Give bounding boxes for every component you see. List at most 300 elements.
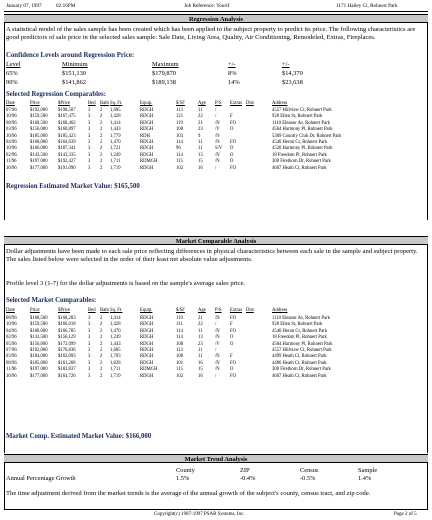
comparables-cell: $156,129 (58, 335, 76, 341)
comparables-col-header: Bed (88, 308, 96, 313)
comparables-col-header: Sq. Ft. (110, 101, 123, 106)
comparables-cell: 3 (88, 367, 91, 373)
comparables-cell: 04/96 (6, 328, 17, 334)
comparables-cell: 1,470 (110, 140, 121, 145)
comparables-cell: 9 (198, 133, 201, 139)
market-section-title: Market Comparable Analysis (4, 236, 428, 245)
comparables-cell: 1,414 (110, 120, 121, 126)
comparables-cell: 1,249 (110, 152, 121, 158)
comparables-cell: RDGH (140, 108, 154, 113)
comparables-cell: 23 (198, 341, 203, 347)
comparables-cell: 300 Firethorn Dr, Rohnert Park (272, 367, 331, 373)
comparables-cell: 3 (88, 316, 91, 321)
trend-header-sample: Sample (358, 467, 378, 474)
comparables-cell: $197,000 (30, 159, 48, 165)
comparables-cell: S/V (215, 146, 223, 152)
comparables-cell: 22 (198, 322, 203, 328)
comparables-cell: 2 (100, 127, 103, 133)
comparables-cell: 11 (198, 140, 203, 145)
comparables-col-header: P/S (215, 308, 222, 313)
confidence-cell: $189,138 (152, 79, 176, 86)
comparables-cell: 15 (198, 367, 203, 373)
comparables-cell: 3 (88, 348, 91, 353)
comparables-cell: 2 (100, 328, 103, 334)
comparables-cell: FO (230, 360, 236, 366)
header-time: 02:16PM (56, 3, 76, 9)
comparables-cell: RDGH (140, 373, 154, 379)
regression-comparables-heading: Selected Regression Comparables: (6, 91, 106, 98)
comparables-cell: 3 (88, 133, 91, 139)
comparables-cell: 07/96 (6, 348, 17, 353)
comparables-cell: $172,099 (58, 341, 76, 347)
comparables-cell: 2 (100, 140, 103, 145)
comparables-cell: 13 (198, 335, 203, 341)
comparables-cell: RDGH (140, 335, 154, 341)
comparables-cell: 2 (100, 133, 103, 139)
comparables-cell: /N (215, 140, 220, 145)
comparables-cell: 2 (100, 322, 103, 328)
comparables-col-header: Equip. (140, 101, 153, 106)
comparables-cell: 22 (198, 114, 203, 120)
comparables-cell: 4557 Hillview Ct, Rohnert Park (272, 108, 332, 113)
comparables-cell: $185,423 (58, 133, 76, 139)
comparables-cell: FO (230, 328, 236, 334)
comparables-cell: RDGH (140, 316, 154, 321)
comparables-cell: 05/96 (6, 341, 17, 347)
comparables-cell: O (230, 367, 234, 373)
comparables-cell: 4520 Harmony Pl, Rohnert Park (272, 146, 333, 152)
header-reference: Job Reference: Yourif (184, 3, 230, 9)
confidence-cell: $179,870 (152, 70, 176, 77)
comparables-cell: 10/96 (6, 114, 17, 120)
comparables-cell: $159,500 (30, 322, 48, 328)
comparables-cell: 4486 Heath Ct, Rohnert Park (272, 360, 327, 366)
comparables-cell: 300 Firethorn Dr, Rohnert Park (272, 159, 331, 165)
comparables-cell: / (215, 373, 217, 379)
comparables-cell: RDGH (140, 146, 154, 152)
comparables-cell: 108 (176, 341, 184, 347)
comparables-cell: 111 (176, 322, 183, 328)
comparables-cell: FO (230, 165, 236, 171)
comparables-cell: 119 (176, 120, 183, 126)
comparables-cell: 2 (100, 165, 103, 171)
comparables-cell: $156,000 (30, 341, 48, 347)
comparables-cell: / (215, 165, 217, 171)
comparables-cell: 113 (176, 108, 183, 113)
footer-copyright: Copyright(c) 1987-1997 PSAR Systems, Inc. (154, 512, 245, 517)
comparables-cell: /N (215, 159, 220, 165)
comparables-cell: 3 (88, 140, 91, 145)
comparables-cell: 1,703 (110, 354, 121, 360)
comparables-cell: RDGH (140, 328, 154, 334)
comparables-cell: RDGH (140, 114, 154, 120)
comparables-cell: 4607 Heath Ct, Rohnert Park (272, 165, 327, 171)
comparables-cell: /N (215, 360, 220, 366)
comparables-cell: F (230, 322, 233, 328)
comparables-cell: 2 (100, 367, 103, 373)
header-divider (4, 11, 428, 12)
comparables-col-header: Date (6, 101, 15, 106)
comparables-cell: 08/96 (6, 360, 17, 366)
comparables-cell: $192,000 (30, 348, 48, 353)
comparables-cell: 1,685 (110, 108, 121, 113)
comparables-col-header: Age (198, 101, 206, 106)
comparables-cell: 03/96 (6, 127, 17, 133)
comparables-cell: $143,335 (58, 152, 76, 158)
comparables-col-header: Extras (230, 308, 242, 313)
comparables-col-header: Price (30, 101, 40, 106)
comparables-cell: $185,000 (30, 133, 48, 139)
comparables-col-header: Extras (230, 101, 242, 106)
confidence-heading: Confidence Levels around Regression Price: (6, 52, 135, 59)
comparables-cell: 04/96 (6, 140, 17, 145)
comparables-cell: O (230, 127, 234, 133)
comparables-cell: 3 (88, 127, 91, 133)
comparables-cell: $156,000 (30, 127, 48, 133)
footer-page: Page 2 of 5 (394, 512, 417, 517)
comparables-cell: $143,500 (30, 335, 48, 341)
comparables-cell: 928 Ellen St, Rohnert Park (272, 114, 323, 120)
comparables-cell: / (215, 108, 217, 113)
comparables-cell: 115 (176, 367, 183, 373)
comparables-cell: 3 (88, 360, 91, 366)
confidence-col-header: Minimum (62, 61, 88, 68)
comparables-col-header: Bath (100, 101, 109, 106)
comparables-cell: 3 (88, 152, 91, 158)
comparables-cell: $168,462 (58, 120, 76, 126)
comparables-col-header: Address (272, 101, 288, 106)
comparables-col-header: $/SF (176, 308, 185, 313)
comparables-col-header: Address (272, 308, 288, 313)
comparables-cell: $176,836 (58, 348, 76, 353)
comparables-col-header: Dist (246, 101, 254, 106)
comparables-cell: 3 (88, 322, 91, 328)
comparables-cell: RDGH (140, 152, 154, 158)
comparables-cell: FO (230, 140, 236, 145)
comparables-cell: 08/96 (6, 316, 17, 321)
comparables-cell: 11 (198, 328, 203, 334)
comparables-cell: 96 (176, 146, 181, 152)
comparables-cell: $187,341 (58, 146, 76, 152)
comparables-cell: 5369 Country Club Dr, Rohnert Park (272, 133, 342, 139)
comparables-cell: 11/96 (6, 159, 17, 165)
comparables-cell: 3 (88, 373, 91, 379)
comparables-cell: 21 (198, 120, 203, 126)
comparables-col-header: $/SF (176, 101, 185, 106)
comparables-cell: 1,428 (110, 322, 121, 328)
regression-estimate: Regression Estimated Market Value: $165,500 (6, 183, 140, 190)
market-comparables-heading: Selected Market Comparables: (6, 297, 97, 304)
comparables-cell: 10/96 (6, 165, 17, 171)
comparables-cell: 2 (100, 341, 103, 347)
comparables-cell: 114 (176, 335, 183, 341)
comparables-col-header: Date (6, 308, 15, 313)
confidence-cell: $141,862 (62, 79, 86, 86)
comparables-cell: 3 (88, 146, 91, 152)
comparables-cell: /N (215, 133, 220, 139)
comparables-col-header: Dist (246, 308, 254, 313)
comparables-cell: $161,268 (58, 360, 76, 366)
comparables-cell: 18 Freedom Pl, Rohnert Park (272, 335, 327, 341)
comparables-cell: 1,685 (110, 348, 121, 353)
comparables-cell: RDGH (140, 341, 154, 347)
comparables-cell: / (215, 348, 217, 353)
confidence-cell: 8% (228, 70, 237, 77)
comparables-cell: 21 (198, 316, 203, 321)
comparables-cell: 3 (88, 328, 91, 334)
comparables-col-header: Sq. Ft. (110, 308, 123, 313)
comparables-cell: 2 (100, 348, 103, 353)
comparables-col-header: Equip. (140, 308, 153, 313)
regression-section-title: Regression Analysis (4, 14, 428, 23)
comparables-cell: 2 (100, 354, 103, 360)
trend-value-county: 1.5% (176, 475, 190, 482)
comparables-cell: 15 (198, 159, 203, 165)
comparables-cell: 2 (100, 159, 103, 165)
comparables-cell: O (230, 152, 234, 158)
comparables-cell: 4540 Heron Ct, Rohnert Park (272, 140, 328, 145)
comparables-cell: $185,000 (30, 360, 48, 366)
comparables-cell: 1,711 (110, 367, 121, 373)
comparables-cell: 3 (88, 165, 91, 171)
comparables-cell: 1,719 (110, 373, 121, 379)
comparables-cell: $143,500 (30, 152, 48, 158)
comparables-cell: 3 (88, 120, 91, 126)
comparables-cell: 114 (176, 152, 183, 158)
comparables-cell: 1,414 (110, 316, 121, 321)
comparables-cell: 11 (198, 354, 203, 360)
comparables-cell: /N (215, 335, 220, 341)
comparables-cell: /V (215, 127, 220, 133)
comparables-cell: F (230, 114, 233, 120)
comparables-cell: RDMGH (140, 367, 158, 373)
comparables-cell: RDMGH (140, 159, 158, 165)
comparables-cell: $164,639 (58, 140, 76, 145)
comparables-cell: RDGH (140, 165, 154, 171)
comparables-cell: 1,470 (110, 328, 121, 334)
comparables-cell: RDGH (140, 322, 154, 328)
comparables-cell: 4564 Harmony Pl, Rohnert Park (272, 341, 333, 347)
confidence-col-header: +/- (228, 61, 236, 68)
comparables-cell: /N (215, 316, 220, 321)
comparables-cell: 114 (176, 328, 183, 334)
comparables-cell: $166,018 (58, 322, 76, 328)
comparables-cell: O (230, 159, 234, 165)
comparables-cell: 3 (88, 108, 91, 113)
comparables-cell: O (230, 146, 234, 152)
comparables-cell: $192,000 (30, 108, 48, 113)
comparables-cell: /N (215, 354, 220, 360)
comparables-cell: $192,427 (58, 159, 76, 165)
comparables-cell: 2 (100, 360, 103, 366)
comparables-cell: 11 (198, 108, 203, 113)
comparables-cell: /V (215, 341, 220, 347)
comparables-cell: $164,726 (58, 373, 76, 379)
comparables-cell: 02/96 (6, 335, 17, 341)
comparables-cell: 4540 Heron Ct, Rohnert Park (272, 328, 328, 334)
comparables-cell: F (230, 354, 233, 360)
comparables-cell: 16 (198, 360, 203, 366)
comparables-cell: RDGH (140, 348, 154, 353)
comparables-cell: 10/96 (6, 322, 17, 328)
comparables-cell: 16 (198, 165, 203, 171)
comparables-cell: $177,000 (30, 373, 48, 379)
comparables-cell: FO (230, 373, 236, 379)
comparables-cell: $168,500 (30, 120, 48, 126)
comparables-cell: 2 (100, 120, 103, 126)
confidence-cell: 65% (6, 70, 18, 77)
comparables-cell: 108 (176, 127, 184, 133)
comparables-cell: RDH (140, 133, 150, 139)
comparables-cell: / (215, 322, 217, 328)
comparables-col-header: P/S (215, 101, 222, 106)
comparables-cell: /N (215, 328, 220, 334)
confidence-col-header: Maximum (152, 61, 179, 68)
market-intro: Dollar adjustments have been made to each sale price reflecting differences in physical characteristics between each sale in the sample and subject property. The sales listed below were selected in the order of their least net absolute value adjustments. (6, 248, 418, 263)
comparables-col-header: Price (30, 308, 40, 313)
comparables-cell: $191,090 (58, 165, 76, 171)
comparables-cell: 03/96 (6, 354, 17, 360)
comparables-cell: /N (215, 367, 220, 373)
comparables-col-header: Bath (100, 308, 109, 313)
confidence-cell: 90% (6, 79, 18, 86)
market-estimate: Market Comp. Estimated Market Value: $166,000 (6, 433, 152, 440)
trend-section-title: Market Trend Analysis (4, 454, 428, 463)
comparables-cell: 115 (176, 159, 183, 165)
comparables-cell: 16 (198, 373, 203, 379)
comparables-cell: $168,283 (58, 316, 76, 321)
comparables-cell: 07/96 (6, 108, 17, 113)
comparables-cell: 2 (100, 335, 103, 341)
trend-row-label: Annual Percentage Growth (6, 475, 76, 482)
header-address: 1171 Hailey Ct, Rohnert Park (336, 3, 398, 9)
comparables-cell: O (230, 341, 234, 347)
trend-value-zip: -0.4% (240, 475, 256, 482)
comparables-cell: $177,000 (30, 165, 48, 171)
comparables-cell: 119 (176, 316, 183, 321)
comparables-cell: 11 (198, 348, 203, 353)
market-profile: Profile level 3 (1-7) for the dollar adjustments is based on the sample's average sales price. (6, 280, 246, 287)
comparables-cell: 1,428 (110, 114, 121, 120)
comparables-cell: 2 (100, 316, 103, 321)
comparables-cell: 4557 Hillview Ct, Rohnert Park (272, 348, 332, 353)
comparables-cell: $166,000 (30, 146, 48, 152)
comparables-cell: 1,721 (110, 146, 121, 152)
header-date: January 07, 1997 (6, 3, 42, 9)
comparables-cell: 10/96 (6, 133, 17, 139)
trend-value-sample: 1.4% (358, 475, 372, 482)
comparables-cell: 2 (100, 146, 103, 152)
confidence-cell: 14% (228, 79, 240, 86)
comparables-col-header: $Price (58, 101, 70, 106)
comparables-cell: 113 (176, 348, 183, 353)
confidence-cell: $14,370 (282, 70, 303, 77)
comparables-cell: 4564 Harmony Pl, Rohnert Park (272, 127, 333, 133)
comparables-cell: 18 Freedom Pl, Rohnert Park (272, 152, 327, 158)
trend-header-county: County (176, 467, 195, 474)
comparables-cell: $168,000 (30, 328, 48, 334)
comparables-cell: 4607 Heath Ct, Rohnert Park (272, 373, 327, 379)
comparables-cell: 1,249 (110, 335, 121, 341)
trend-value-census: -0.5% (300, 475, 316, 482)
comparables-cell: 1110 Eleanor Av, Rohnert Park (272, 120, 330, 126)
comparables-cell: RDGH (140, 354, 154, 360)
comparables-col-header: Bed (88, 101, 96, 106)
comparables-col-header: Age (198, 308, 206, 313)
comparables-cell: /N (215, 152, 220, 158)
comparables-cell: 10/96 (6, 373, 17, 379)
comparables-cell: $162,093 (58, 354, 76, 360)
comparables-cell: RDGH (140, 360, 154, 366)
confidence-cell: $23,638 (282, 79, 303, 86)
comparables-col-header: $Price (58, 308, 70, 313)
comparables-cell: 102 (176, 165, 184, 171)
comparables-cell: 1,719 (110, 165, 121, 171)
confidence-cell: $151,130 (62, 70, 86, 77)
comparables-cell: 02/96 (6, 152, 17, 158)
comparables-cell: 928 Ellen St, Rohnert Park (272, 322, 323, 328)
comparables-cell: 2 (100, 108, 103, 113)
comparables-cell: 1110 Eleanor Av, Rohnert Park (272, 316, 330, 321)
comparables-cell: 10/96 (6, 146, 17, 152)
comparables-cell: 4499 Heath Ct, Rohnert Park (272, 354, 327, 360)
comparables-cell: 13 (198, 152, 203, 158)
regression-intro: A statistical model of the sales sample has been created which has been applied to the subject property to predict its price. The following characteristics are good predictors of sale price in the selected sales sample: Sale Date, Living Area, Quality, Air Conditioning, Remodeled, Extras, Fireplaces. (6, 26, 416, 41)
comparables-cell: 3 (88, 114, 91, 120)
comparables-cell: $168,500 (30, 316, 48, 321)
comparables-cell: 103 (176, 133, 184, 139)
page-footer (4, 509, 428, 519)
comparables-cell: 114 (176, 140, 183, 145)
comparables-cell: $159,500 (30, 114, 48, 120)
comparables-cell: 2 (100, 152, 103, 158)
comparables-cell: 1,443 (110, 127, 121, 133)
comparables-cell: 1,443 (110, 341, 121, 347)
confidence-col-header: Level (6, 61, 21, 68)
comparables-cell: 2 (100, 114, 103, 120)
comparables-cell: 08/96 (6, 120, 17, 126)
comparables-cell: 3 (88, 341, 91, 347)
confidence-col-header: +/- (282, 61, 290, 68)
trend-header-zip: ZIP (240, 467, 250, 474)
comparables-cell: $166,785 (58, 328, 76, 334)
comparables-cell: $160,897 (58, 127, 76, 133)
comparables-cell: 2 (100, 373, 103, 379)
comparables-cell: O (230, 335, 234, 341)
comparables-cell: RDGH (140, 120, 154, 126)
comparables-cell: $167,475 (58, 114, 76, 120)
comparables-cell: / (215, 114, 217, 120)
comparables-cell: RDGH (140, 127, 154, 133)
comparables-cell: 11 (198, 146, 203, 152)
comparables-cell: FO (230, 120, 236, 126)
comparables-cell: 3 (88, 335, 91, 341)
comparables-cell: FO (230, 316, 236, 321)
comparables-cell: $197,000 (30, 367, 48, 373)
comparables-cell: $168,000 (30, 140, 48, 145)
comparables-cell: 121 (176, 114, 184, 120)
comparables-cell: 23 (198, 127, 203, 133)
comparables-cell: /N (215, 120, 220, 126)
comparables-cell: $198,587 (58, 108, 76, 113)
trend-header-census: Census (300, 467, 319, 474)
trend-note: The time adjustment derived from the market trends is the average of the annual growth of the subject's county, census tract, and zip code. (6, 490, 371, 497)
comparables-cell: 11/96 (6, 367, 17, 373)
comparables-cell: 1,711 (110, 159, 121, 165)
comparables-cell: 3 (88, 354, 91, 360)
comparables-cell: $184,000 (30, 354, 48, 360)
comparables-cell: 101 (176, 360, 184, 366)
